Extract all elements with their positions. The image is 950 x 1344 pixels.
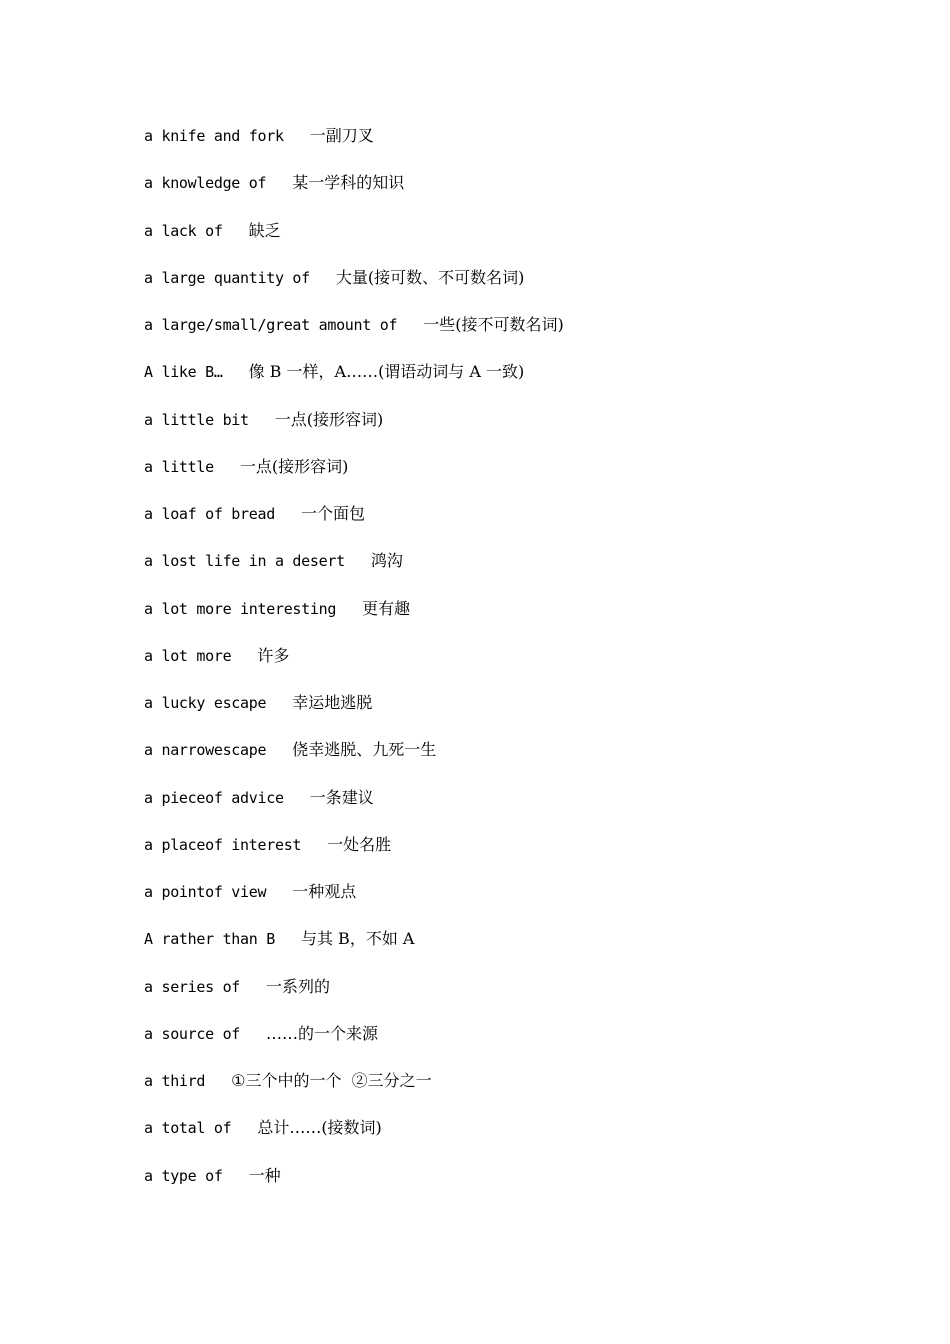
- phrase-meaning: 一系列的: [266, 976, 331, 996]
- phrase-term: a type of: [144, 1166, 223, 1185]
- list-item: [144, 550, 904, 597]
- phrase-term: a knife and fork: [144, 127, 284, 145]
- phrase-meaning: 更有趣: [362, 598, 411, 618]
- phrase-term: a little: [144, 457, 214, 476]
- phrase-meaning: 一点(接形容词): [239, 456, 349, 476]
- phrase-term: a lot more interesting: [144, 599, 337, 618]
- list-item: [144, 1023, 904, 1070]
- phrase-meaning: 一点(接形容词): [274, 409, 384, 429]
- phrase-term: a series of: [144, 977, 241, 996]
- phrase-meaning: ①三个中的一个 ②三分之一: [231, 1071, 432, 1090]
- phrase-meaning: 一个面包: [300, 504, 365, 523]
- list-item: [144, 928, 904, 975]
- list-item: [144, 125, 904, 172]
- phrase-term: a large/small/great amount of: [144, 316, 398, 334]
- list-item: [144, 692, 904, 739]
- list-item: [144, 1070, 904, 1117]
- phrase-meaning: 与其 B，不如 A: [300, 929, 415, 949]
- phrase-meaning: 某一学科的知识: [292, 173, 405, 193]
- phrase-meaning: 鸿沟: [370, 551, 403, 571]
- list-item: [144, 834, 904, 881]
- phrase-meaning: 一处名胜: [327, 834, 392, 854]
- phrase-term: a narrowescape: [144, 741, 267, 760]
- phrase-term: a lot more: [144, 646, 232, 665]
- phrase-meaning: 一条建议: [309, 787, 374, 807]
- list-item: [144, 361, 904, 408]
- list-item: [144, 220, 904, 267]
- list-item: [144, 503, 904, 550]
- phrase-term: a lucky escape: [144, 694, 267, 712]
- list-item: [144, 456, 904, 503]
- list-item: [144, 1117, 904, 1164]
- list-item: [144, 881, 904, 928]
- list-item: [144, 267, 904, 314]
- phrase-term: a placeof interest: [144, 835, 302, 854]
- phrase-list: [144, 125, 904, 1212]
- phrase-meaning: 大量(接可数、不可数名词): [335, 267, 525, 287]
- phrase-term: a pieceof advice: [144, 788, 284, 807]
- phrase-meaning: 一副刀叉: [309, 126, 374, 145]
- phrase-meaning: 许多: [257, 645, 290, 665]
- list-item: [144, 172, 904, 219]
- phrase-term: a source of: [144, 1024, 241, 1043]
- phrase-term: a lost life in a desert: [144, 552, 345, 571]
- phrase-term: a loaf of bread: [144, 505, 275, 523]
- phrase-meaning: 一种观点: [292, 882, 357, 901]
- phrase-term: A rather than B: [144, 930, 275, 949]
- phrase-term: a knowledge of: [144, 174, 267, 193]
- phrase-meaning: 侥幸逃脱、九死一生: [292, 740, 437, 760]
- phrase-meaning: 幸运地逃脱: [292, 693, 373, 712]
- phrase-meaning: ……的一个来源: [266, 1023, 379, 1043]
- phrase-meaning: 像 B 一样，A……(谓语动词与 A 一致): [248, 362, 525, 382]
- list-item: [144, 787, 904, 834]
- list-item: [144, 1165, 904, 1212]
- phrase-term: a total of: [144, 1119, 232, 1138]
- phrase-meaning: 总计……(接数词): [257, 1118, 382, 1138]
- list-item: [144, 739, 904, 786]
- phrase-term: a lack of: [144, 221, 223, 240]
- phrase-meaning: 一种: [248, 1165, 281, 1185]
- list-item: [144, 645, 904, 692]
- phrase-term: a pointof view: [144, 883, 267, 901]
- phrase-meaning: 缺乏: [248, 220, 281, 240]
- phrase-term: a third: [144, 1072, 206, 1090]
- list-item: [144, 598, 904, 645]
- phrase-meaning: 一些(接不可数名词): [423, 315, 564, 334]
- phrase-term: A like B…: [144, 363, 223, 382]
- phrase-term: a little bit: [144, 410, 249, 429]
- list-item: [144, 314, 904, 361]
- list-item: [144, 976, 904, 1023]
- phrase-term: a large quantity of: [144, 268, 310, 287]
- list-item: [144, 409, 904, 456]
